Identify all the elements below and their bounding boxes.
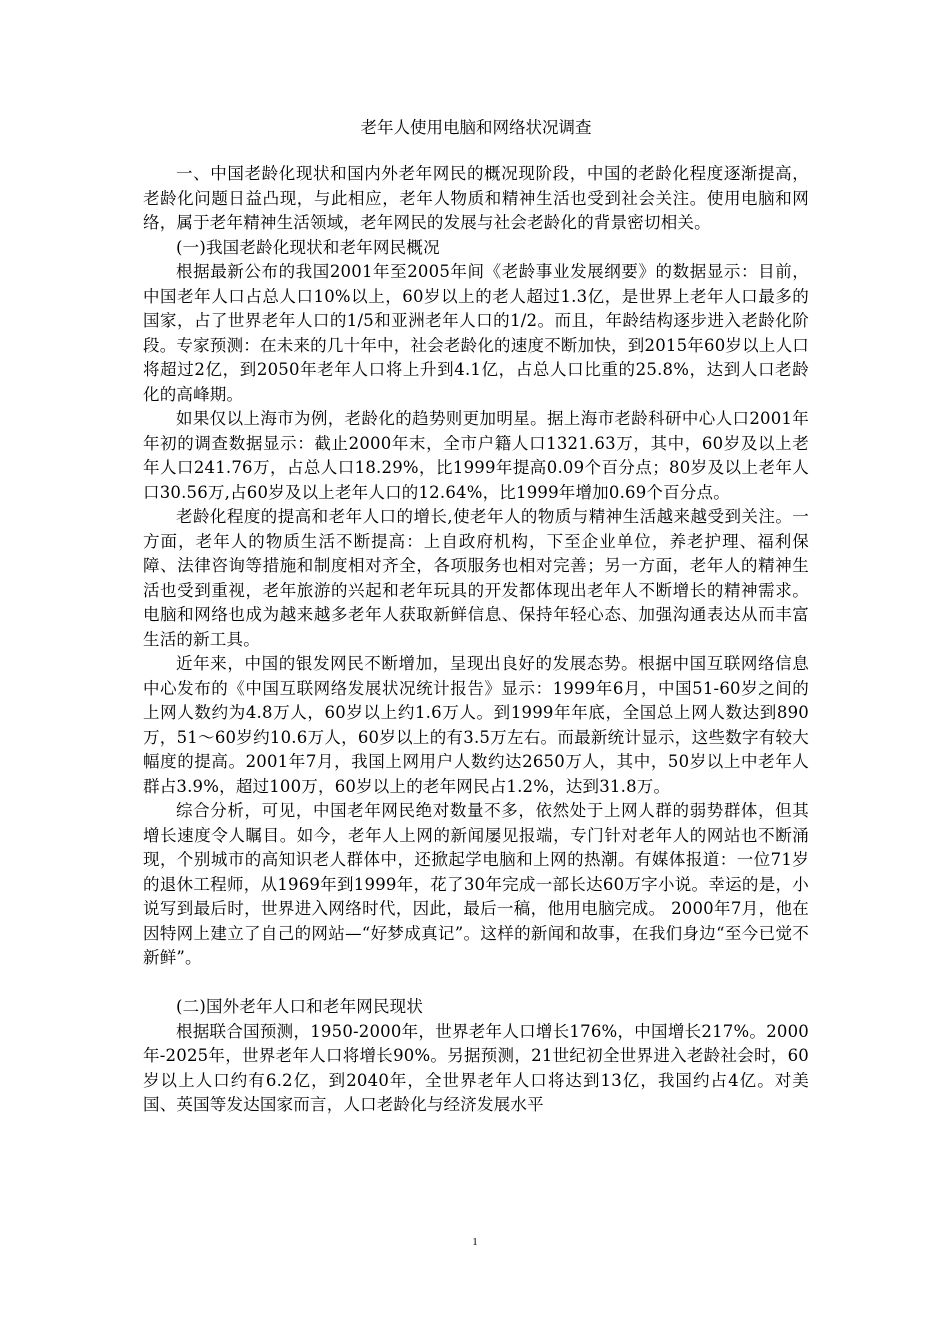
silver-netizen-paragraph: 近年来，中国的银发网民不断增加，呈现出良好的发展态势。根据中国互联网络信息中心发布的《中国互联网络发展状况统计报告》显示：1999年6月，中国51-60岁之间的上网人数约为4.8万人，60岁以上约1.6万人。到1999年年底，全国总上网人数达到890万，51～60岁约10.6万人，60岁以上的有3.5万左右。而最新统计显示，这些数字有较大幅度的提高。2001年7月，我国上网用户人数约达2650万人，其中，50岁以上中老年人群占3.9%，超过100万，60岁以上的老年网民占1.2%，达到31.8万。 (143, 654, 809, 796)
section-heading-domestic: (一)我国老龄化现状和老年网民概况 (176, 237, 440, 257)
paragraph-spacer (143, 971, 809, 996)
document-body (143, 162, 809, 1118)
intro-paragraph: 一、中国老龄化现状和国内外老年网民的概况现阶段，中国的老龄化程度逐渐提高，老龄化问题日益凸现，与此相应，老年人物质和精神生活也受到社会关注。使用电脑和网络，属于老年精神生活领域，老年网民的发展与社会老龄化的背景密切相关。 (143, 164, 809, 232)
section-heading-foreign: (二)国外老年人口和老年网民现状 (176, 997, 424, 1016)
document-title: 老年人使用电脑和网络状况调查 (360, 118, 592, 137)
un-forecast-paragraph: 根据联合国预测，1950-2000年，世界老年人口增长176%，中国增长217%。2000年-2025年，世界老年人口将增长90%。另据预测，21世纪初全世界进入老龄社会时，60岁以上人口约有6.2亿，到2040年，全世界老年人口将达到13亿，我国约占4亿。对美国、英国等发达国家而言，人口老龄化与经济发展水平 (143, 1021, 809, 1114)
page-number: 1 (472, 1236, 478, 1248)
shanghai-paragraph: 如果仅以上海市为例，老龄化的趋势则更加明星。据上海市老龄科研中心人口2001年年初的调查数据显示：截止2000年末，全市户籍人口1321.63万，其中，60岁及以上老年人口241.76万，占总人口18.29%，比1999年提高0.09个百分点；80岁及以上老年人口30.56万,占60岁及以上老年人口的12.64%，比1999年增加0.69个百分点。 (143, 409, 809, 502)
analysis-paragraph: 综合分析，可见，中国老年网民绝对数量不多，依然处于上网人群的弱势群体，但其增长速度令人瞩目。如今，老年人上网的新闻屡见报端，专门针对老年人的网站也不断涌现，个别城市的高知识老人群体中，还掀起学电脑和上网的热潮。有媒体报道：一位71岁的退休工程师，从1969年到1999年，花了30年完成一部长达60万字小说。幸运的是，小说写到最后时，世界进入网络时代，因此，最后一稿，他用电脑完成。 2000年7月，他在因特网上建立了自己的网站—“好梦成真记”。这样的新闻和故事，在我们身边“至今已觉不新鲜”。 (143, 801, 809, 967)
aging-outline-paragraph: 根据最新公布的我国2001年至2005年间《老龄事业发展纲要》的数据显示：目前，中国老年人口占总人口10%以上，60岁以上的老人超过1.3亿，是世界上老年人口最多的国家，占了世界老年人口的1/5和亚洲老年人口的1/2。而且，年龄结构逐步进入老龄化阶段。专家预测：在未来的几十年中，社会老龄化的速度不断加快，到2015年60岁以上人口将超过2亿，到2050年老年人口将上升到4.1亿，占总人口比重的25.8%，达到人口老龄化的高峰期。 (143, 262, 809, 404)
living-standard-paragraph: 老龄化程度的提高和老年人口的增长,使老年人的物质与精神生活越来越受到关注。一方面，老年人的物质生活不断提高：上自政府机构，下至企业单位，养老护理、福利保障、法律咨询等措施和制度相对齐全，各项服务也相对完善；另一方面，老年人的精神生活也受到重视，老年旅游的兴起和老年玩具的开发都体现出老年人不断增长的精神需求。电脑和网络也成为越来越多老年人获取新鲜信息、保持年轻心态、加强沟通表达从而丰富生活的新工具。 (143, 507, 809, 649)
